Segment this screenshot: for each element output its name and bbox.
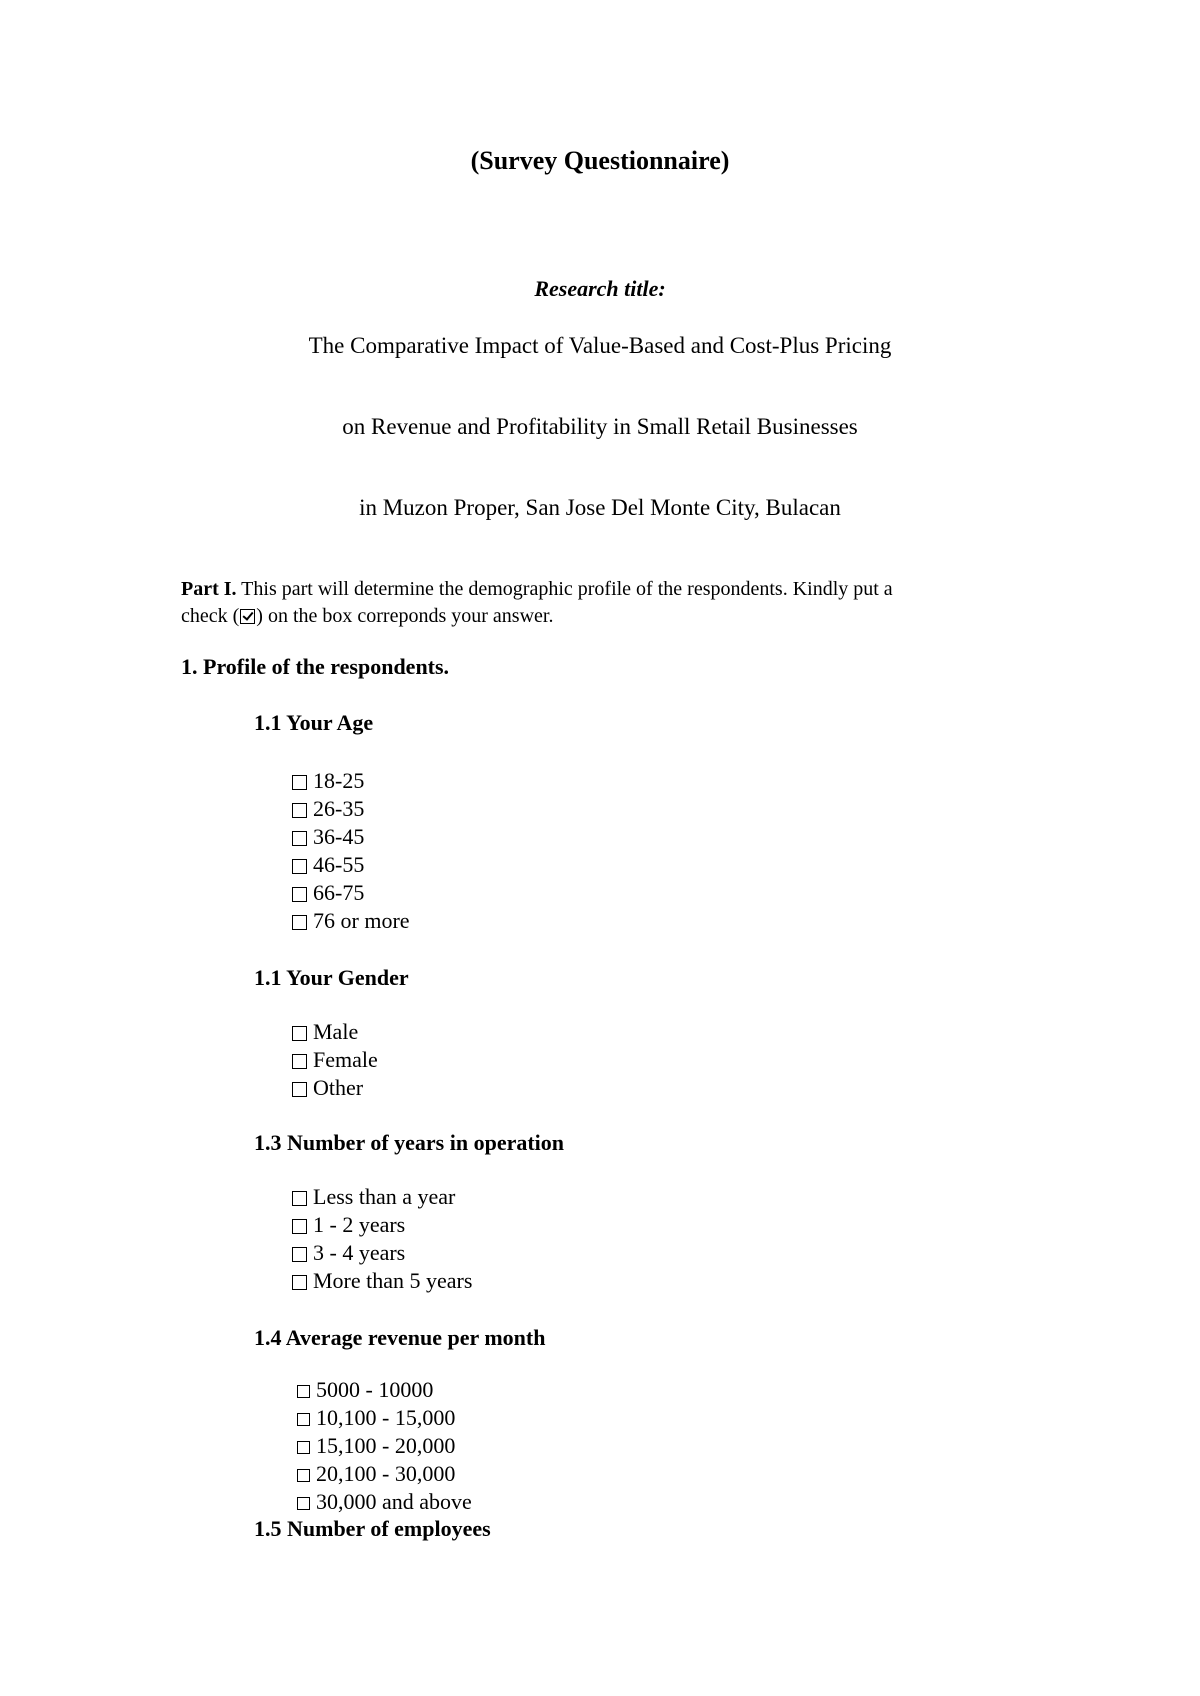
checkbox-icon[interactable] xyxy=(292,1219,307,1234)
checkbox-icon[interactable] xyxy=(292,1082,307,1097)
question-heading-years-in-operation: 1.3 Number of years in operation xyxy=(254,1130,565,1155)
checkbox-icon[interactable] xyxy=(292,887,307,902)
part-one-text: This part will determine the demographic profile of the respondents. Kindly put a xyxy=(236,578,893,600)
option-age-66-75[interactable]: 66-75 xyxy=(292,879,410,907)
option-age-18-25[interactable]: 18-25 xyxy=(292,767,410,795)
checkbox-icon[interactable] xyxy=(297,1413,310,1426)
document-title: (Survey Questionnaire) xyxy=(470,146,730,175)
checkbox-icon[interactable] xyxy=(292,1054,307,1069)
option-gender-female[interactable]: Female xyxy=(292,1046,378,1074)
revenue-options xyxy=(297,1376,472,1516)
checkbox-icon[interactable] xyxy=(292,803,307,818)
years-options xyxy=(292,1183,472,1295)
option-years-1-2[interactable]: 1 - 2 years xyxy=(292,1211,472,1239)
checkbox-icon[interactable] xyxy=(292,831,307,846)
part-one-label: Part I. xyxy=(181,578,237,600)
research-title-line-1: The Comparative Impact of Value-Based and Cost-Plus Pricing xyxy=(308,333,892,358)
research-title-line-2: on Revenue and Profitability in Small Retail Businesses xyxy=(342,414,858,439)
checkbox-icon[interactable] xyxy=(292,1191,307,1206)
checkbox-icon[interactable] xyxy=(297,1441,310,1454)
option-age-46-55[interactable]: 46-55 xyxy=(292,851,410,879)
option-years-less-than-a-year[interactable]: Less than a year xyxy=(292,1183,472,1211)
gender-options xyxy=(292,1018,378,1102)
checkbox-icon[interactable] xyxy=(297,1385,310,1398)
section-heading-profile: 1. Profile of the respondents. xyxy=(181,654,450,679)
question-heading-age: 1.1 Your Age xyxy=(254,710,374,735)
question-heading-gender: 1.1 Your Gender xyxy=(254,965,409,990)
age-options xyxy=(292,767,410,935)
option-age-26-35[interactable]: 26-35 xyxy=(292,795,410,823)
option-revenue-20100-30000[interactable]: 20,100 - 30,000 xyxy=(297,1460,472,1488)
option-gender-other[interactable]: Other xyxy=(292,1074,378,1102)
option-revenue-10100-15000[interactable]: 10,100 - 15,000 xyxy=(297,1404,472,1432)
option-revenue-30000-and-above[interactable]: 30,000 and above xyxy=(297,1488,472,1516)
option-gender-male[interactable]: Male xyxy=(292,1018,378,1046)
checkbox-icon[interactable] xyxy=(297,1469,310,1482)
option-age-36-45[interactable]: 36-45 xyxy=(292,823,410,851)
option-years-3-4[interactable]: 3 - 4 years xyxy=(292,1239,472,1267)
checkbox-icon[interactable] xyxy=(292,859,307,874)
checkbox-icon[interactable] xyxy=(292,775,307,790)
checkbox-icon[interactable] xyxy=(292,1026,307,1041)
question-heading-average-revenue: 1.4 Average revenue per month xyxy=(254,1325,546,1350)
research-title-label: Research title: xyxy=(534,276,666,301)
option-years-more-than-5[interactable]: More than 5 years xyxy=(292,1267,472,1295)
part-one-text-check-pre: check ( xyxy=(181,605,240,627)
checkbox-icon[interactable] xyxy=(292,915,307,930)
part-one-instructions xyxy=(181,576,893,630)
option-revenue-15100-20000[interactable]: 15,100 - 20,000 xyxy=(297,1432,472,1460)
research-title-line-3: in Muzon Proper, San Jose Del Monte City, Bulacan xyxy=(359,495,841,520)
checkbox-icon[interactable] xyxy=(292,1275,307,1290)
option-age-76-or-more[interactable]: 76 or more xyxy=(292,907,410,935)
checked-box-icon xyxy=(240,609,255,624)
part-one-text-check-post: ) on the box correponds your answer. xyxy=(256,605,554,627)
question-heading-number-of-employees: 1.5 Number of employees xyxy=(254,1516,491,1541)
checkbox-icon[interactable] xyxy=(292,1247,307,1262)
checkbox-icon[interactable] xyxy=(297,1497,310,1510)
option-revenue-5000-10000[interactable]: 5000 - 10000 xyxy=(297,1376,472,1404)
